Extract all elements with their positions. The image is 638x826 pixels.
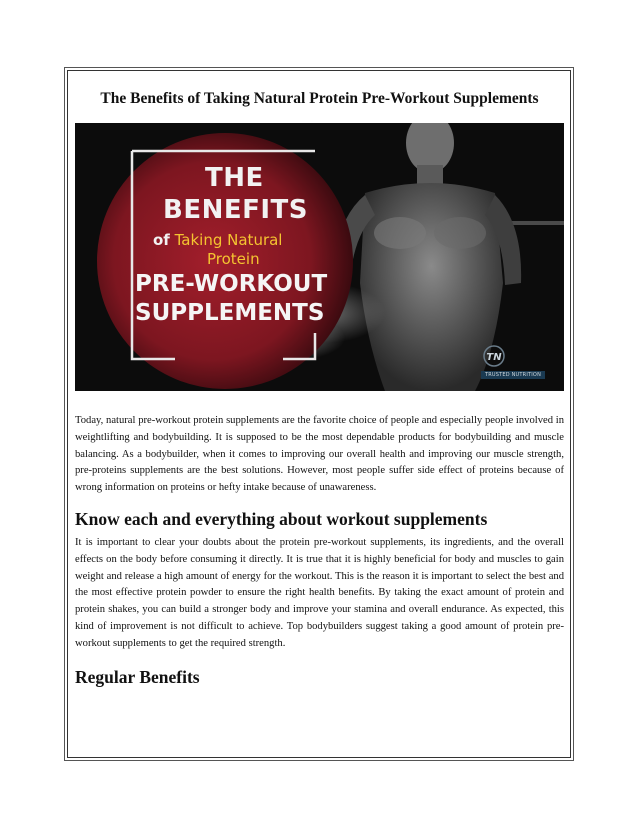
hero-image [75,123,564,391]
intro-paragraph: Today, natural pre-workout protein supplements are the favorite choice of people and especially people involved in weightlifting and bodybuilding. It is supposed to be the most dependable products for bodybuilding and muscle balancing. As a bodybuilder, when it comes to improving our overall health and improving our muscle strength, pre-proteins supplements are the best solutions. However, most people suffer side effect of proteins because of wrong information on proteins or hefty intake because of unawareness. [75,415,564,494]
brand-name: TRUSTED NUTRITION [481,371,545,379]
hero-line-pre-workout: PRE-WORKOUT [135,271,328,297]
brand-mark-icon [481,345,507,367]
brand-mark: TN [486,352,502,363]
hero-headline [75,123,375,391]
document-title: The Benefits of Taking Natural Protein Pre-Workout Supplements [100,90,539,107]
section-heading-workout-supplements: Know each and everything about workout supplements [75,508,488,529]
hero-line-the: THE [205,163,264,193]
hero-line-supplements: SUPPLEMENTS [135,300,325,326]
brand-logo [481,345,545,383]
section-paragraph-workout-supplements: It is important to clear your doubts about the protein pre-workout supplements, its ingredients, and the overall effects on the body before consuming it directly. It is true that it is highly beneficial for body and muscles to gain weight and release a high amount of energy for the workout. This is the reason it is important to select the best and the most effective protein powder to ensure the right health benefits. By taking the exact amount of protein and protein shakes, you can build a stronger body and improve your stamina and overall endurance. As expected, this kind of improvement is not difficult to achieve. Top bodybuilders suggest taking a good amount of protein pre-workout supplements to get the required strength. [75,536,564,649]
hero-line-protein: Protein [207,250,260,268]
section-heading-regular-benefits: Regular Benefits [75,666,200,687]
document-body [75,88,564,689]
hero-taking: Taking Natural [174,231,283,249]
hero-line-benefits: BENEFITS [163,195,308,225]
hero-line-taking [153,231,282,249]
hero-of: of [153,231,170,249]
